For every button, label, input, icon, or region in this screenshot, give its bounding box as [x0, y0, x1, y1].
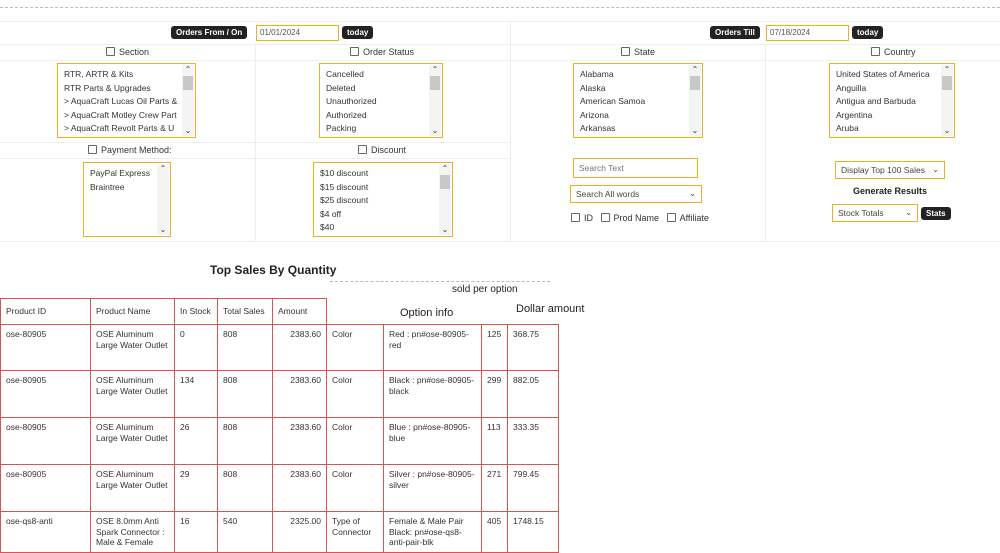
payment-method-label: Payment Method: — [101, 145, 172, 155]
amount-cell: 2383.60 — [273, 371, 327, 418]
table-row — [1, 418, 559, 465]
option-type-cell: Color — [327, 418, 384, 465]
list-item[interactable]: Authorized — [326, 109, 367, 120]
display-top-value: Display Top 100 Sales — [841, 165, 925, 175]
column-header: Product ID — [1, 299, 91, 325]
row-divider — [0, 60, 1000, 61]
column-header: Amount — [273, 299, 327, 325]
product-name-cell: OSE Aluminum Large Water Outlet — [91, 325, 175, 371]
in-stock-cell: 0 — [175, 325, 218, 371]
affiliate-label: Affiliate — [679, 213, 709, 223]
orders-till-label: Orders Till — [710, 26, 760, 39]
dollar-amount-cell: 1748.15 — [508, 512, 559, 553]
results-title: Top Sales By Quantity — [210, 263, 337, 277]
discount-listbox[interactable] — [313, 162, 453, 237]
product-name-cell: OSE 8.0mm Anti Spark Connector : Male & Female — [91, 512, 175, 553]
orders-from-label: Orders From / On — [171, 26, 247, 39]
country-listbox[interactable] — [829, 63, 955, 138]
in-stock-cell: 26 — [175, 418, 218, 465]
list-item[interactable]: RTR Parts & Upgrades — [64, 82, 151, 93]
state-checkbox[interactable] — [621, 47, 655, 57]
product-name-cell: OSE Aluminum Large Water Outlet — [91, 371, 175, 418]
scrollbar[interactable] — [182, 65, 194, 136]
affiliate-checkbox[interactable] — [667, 213, 676, 222]
chevron-down-icon[interactable]: ⌄ — [943, 126, 951, 135]
search-mode-value: Search All words — [576, 189, 640, 199]
table-row — [1, 371, 559, 418]
chevron-down-icon[interactable]: ⌄ — [159, 225, 167, 234]
total-sales-cell: 808 — [218, 418, 273, 465]
checkbox-icon[interactable] — [621, 47, 630, 56]
col-divider — [255, 44, 256, 241]
section-checkbox[interactable] — [106, 47, 149, 57]
today-till-button[interactable]: today — [852, 26, 883, 39]
sold-per-option-header: sold per option — [452, 284, 518, 295]
product-id-cell: ose-80905 — [1, 371, 91, 418]
list-item[interactable]: PayPal Express — [90, 168, 150, 178]
section-label: Section — [119, 47, 150, 57]
scrollbar[interactable] — [941, 65, 953, 136]
dollar-amount-header: Dollar amount — [516, 303, 585, 315]
list-item[interactable]: Antigua and Barbuda — [836, 96, 916, 107]
list-item[interactable]: Cancelled — [326, 69, 364, 79]
generate-results-label: Generate Results — [853, 186, 928, 196]
column-header: Product Name — [91, 299, 175, 325]
prod-name-checkbox[interactable] — [601, 213, 610, 222]
list-item[interactable]: > AquaCraft Revolt Parts & U — [64, 123, 175, 134]
list-item[interactable]: > AquaCraft Lucas Oil Parts & — [64, 96, 178, 107]
total-sales-cell: 808 — [218, 465, 273, 512]
table-header-row — [1, 299, 559, 325]
option-type-cell: Color — [327, 325, 384, 371]
list-item[interactable]: Deleted — [326, 82, 356, 93]
scroll-thumb[interactable] — [430, 76, 440, 90]
option-info-cell: Red : pn#ose-80905-red — [384, 325, 482, 371]
list-item[interactable]: Packing — [326, 123, 357, 134]
state-label: State — [634, 47, 656, 57]
amount-cell: 2383.60 — [273, 325, 327, 371]
chevron-down-icon: ⌄ — [905, 208, 912, 217]
list-item[interactable]: Arkansas — [580, 123, 616, 134]
list-item[interactable]: $4 off — [320, 208, 342, 219]
scroll-thumb[interactable] — [942, 76, 952, 90]
chevron-up-icon[interactable]: ⌃ — [943, 65, 951, 74]
dollar-amount-cell: 799.45 — [508, 465, 559, 512]
prod-name-label: Prod Name — [613, 213, 660, 223]
header-divider — [330, 281, 550, 282]
chevron-down-icon[interactable]: ⌄ — [184, 126, 192, 135]
list-item[interactable]: Unauthorized — [326, 96, 377, 107]
product-id-cell: ose-80905 — [1, 325, 91, 371]
results-table — [0, 298, 559, 553]
list-item[interactable]: $40 — [320, 222, 335, 233]
column-header: In Stock — [175, 299, 218, 325]
display-top-select[interactable] — [835, 161, 945, 179]
chevron-up-icon[interactable]: ⌃ — [441, 164, 449, 173]
sold-qty-cell: 271 — [482, 465, 508, 512]
stats-button[interactable]: Stats — [921, 207, 951, 220]
col-divider — [765, 44, 766, 241]
chevron-down-icon: ⌄ — [689, 189, 696, 198]
chevron-up-icon[interactable]: ⌃ — [184, 65, 192, 74]
option-info-cell: Silver : pn#ose-80905-silver — [384, 465, 482, 512]
checkbox-icon[interactable] — [358, 145, 367, 154]
dollar-amount-cell: 368.75 — [508, 325, 559, 371]
row-divider — [0, 44, 1000, 45]
stock-totals-value: Stock Totals — [838, 208, 884, 218]
id-label: ID — [584, 213, 593, 223]
payment-method-listbox[interactable] — [83, 162, 171, 237]
order-status-checkbox[interactable] — [350, 47, 414, 57]
chevron-up-icon[interactable]: ⌃ — [691, 65, 699, 74]
list-item[interactable]: Anguilla — [836, 82, 867, 93]
id-checkbox[interactable] — [571, 213, 580, 222]
checkbox-icon[interactable] — [88, 145, 97, 154]
order-status-listbox[interactable] — [319, 63, 443, 138]
option-info-header: Option info — [400, 307, 454, 319]
section-listbox[interactable] — [57, 63, 196, 138]
chevron-down-icon[interactable]: ⌄ — [691, 126, 699, 135]
orders-till-input[interactable]: 07/18/2024 — [766, 25, 849, 41]
in-stock-cell: 16 — [175, 512, 218, 553]
sold-qty-cell: 113 — [482, 418, 508, 465]
scrollbar[interactable] — [429, 65, 441, 136]
list-item[interactable]: Alaska — [580, 82, 606, 93]
search-options — [571, 213, 709, 223]
product-name-cell: OSE Aluminum Large Water Outlet — [91, 465, 175, 512]
list-item[interactable]: Arizona — [580, 109, 609, 120]
amount-cell: 2325.00 — [273, 512, 327, 553]
option-type-cell: Color — [327, 465, 384, 512]
top-divider — [0, 7, 1000, 8]
state-listbox[interactable] — [573, 63, 703, 138]
option-type-cell: Type of Connector — [327, 512, 384, 553]
checkbox-icon[interactable] — [350, 47, 359, 56]
scroll-thumb[interactable] — [183, 76, 193, 90]
list-item[interactable]: $25 discount — [320, 195, 369, 206]
checkbox-icon[interactable] — [871, 47, 880, 56]
order-status-label: Order Status — [363, 47, 415, 57]
scrollbar[interactable] — [439, 164, 451, 235]
table-row — [1, 325, 559, 371]
stock-totals-select[interactable] — [832, 204, 918, 222]
search-mode-select[interactable] — [570, 185, 702, 203]
list-item[interactable]: > AquaCraft Motley Crew Part — [64, 109, 177, 120]
discount-checkbox[interactable] — [358, 145, 406, 155]
list-item[interactable]: RTR, ARTR & Kits — [64, 69, 134, 79]
table-row — [1, 465, 559, 512]
sold-qty-cell: 125 — [482, 325, 508, 371]
product-id-cell: ose-80905 — [1, 418, 91, 465]
search-input[interactable] — [573, 158, 698, 178]
option-info-cell: Female & Male Pair Black: pn#ose-qs8-anti-pair-blk — [384, 512, 482, 553]
list-item[interactable]: Braintree — [90, 181, 125, 192]
product-name-cell: OSE Aluminum Large Water Outlet — [91, 418, 175, 465]
checkbox-icon[interactable] — [106, 47, 115, 56]
option-type-cell: Color — [327, 371, 384, 418]
row-divider — [0, 241, 1000, 242]
in-stock-cell: 134 — [175, 371, 218, 418]
in-stock-cell: 29 — [175, 465, 218, 512]
total-sales-cell: 540 — [218, 512, 273, 553]
list-item[interactable]: United States of America — [836, 69, 930, 79]
chevron-down-icon: ⌄ — [932, 165, 939, 174]
scroll-thumb[interactable] — [440, 175, 450, 189]
list-item[interactable]: Aruba — [836, 123, 859, 134]
chevron-up-icon[interactable]: ⌃ — [159, 164, 167, 173]
scrollbar[interactable] — [157, 164, 169, 235]
scrollbar[interactable] — [689, 65, 701, 136]
product-id-cell: ose-80905 — [1, 465, 91, 512]
today-from-button[interactable]: today — [342, 26, 373, 39]
discount-label: Discount — [371, 145, 407, 155]
country-label: Country — [884, 47, 916, 57]
chevron-up-icon[interactable]: ⌃ — [431, 65, 439, 74]
header-spacer — [327, 299, 559, 325]
product-id-cell: ose-qs8-anti — [1, 512, 91, 553]
sold-qty-cell: 299 — [482, 371, 508, 418]
option-info-cell: Black : pn#ose-80905-black — [384, 371, 482, 418]
dollar-amount-cell: 333.35 — [508, 418, 559, 465]
chevron-down-icon[interactable]: ⌄ — [431, 126, 439, 135]
row-divider — [0, 21, 1000, 22]
scroll-thumb[interactable] — [690, 76, 700, 90]
payment-method-checkbox[interactable] — [88, 145, 172, 155]
list-item[interactable]: $10 discount — [320, 168, 369, 178]
orders-from-input[interactable]: 01/01/2024 — [256, 25, 339, 41]
country-checkbox[interactable] — [871, 47, 916, 57]
list-item[interactable]: American Samoa — [580, 96, 646, 107]
total-sales-cell: 808 — [218, 371, 273, 418]
dollar-amount-cell: 882.05 — [508, 371, 559, 418]
sold-qty-cell: 405 — [482, 512, 508, 553]
option-info-cell: Blue : pn#ose-80905-blue — [384, 418, 482, 465]
list-item[interactable]: $15 discount — [320, 181, 369, 192]
list-item[interactable]: Alabama — [580, 69, 614, 79]
chevron-down-icon[interactable]: ⌄ — [441, 225, 449, 234]
col-divider — [510, 21, 511, 241]
column-header: Total Sales — [218, 299, 273, 325]
list-item[interactable]: Argentina — [836, 109, 873, 120]
amount-cell: 2383.60 — [273, 418, 327, 465]
total-sales-cell: 808 — [218, 325, 273, 371]
table-row — [1, 512, 559, 553]
amount-cell: 2383.60 — [273, 465, 327, 512]
